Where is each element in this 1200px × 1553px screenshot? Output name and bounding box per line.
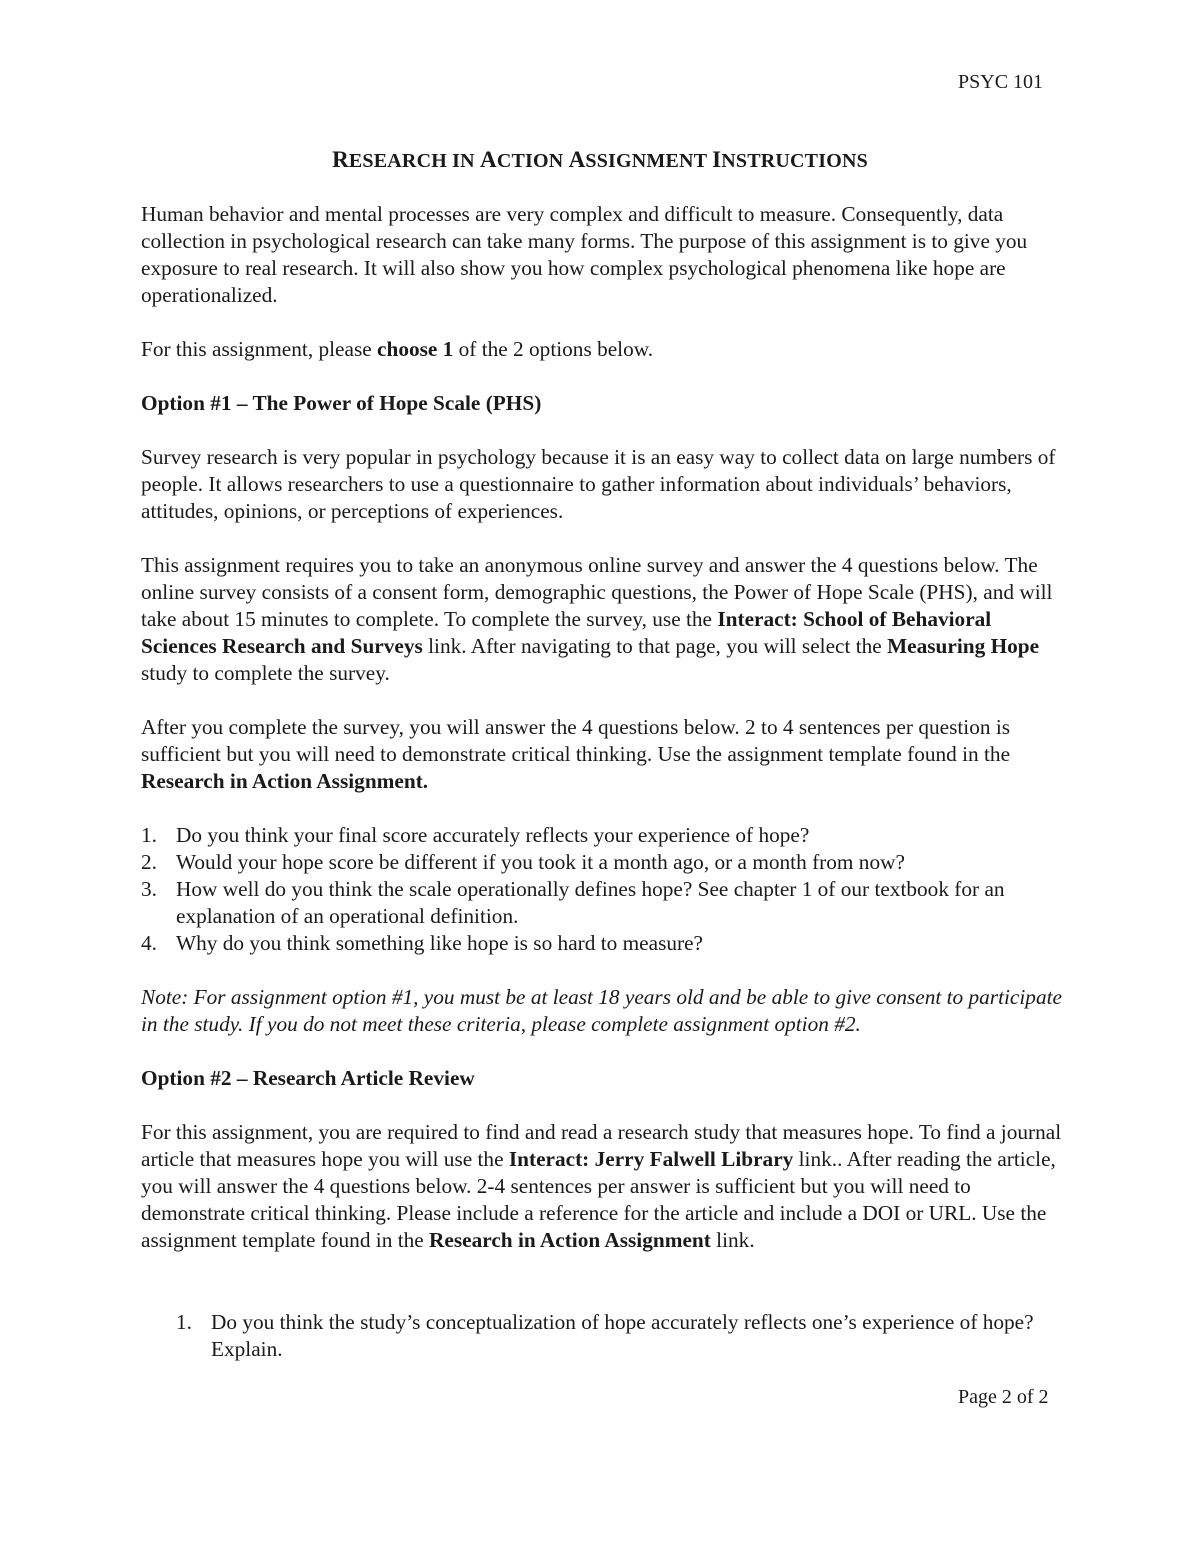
question-text: How well do you think the scale operationally defines hope? See chapter 1 of our textbook for an explanation of an operational definition. — [176, 877, 1005, 928]
question-text: Do you think your final score accurately reflects your experience of hope? — [176, 823, 810, 847]
choose-pre: For this assignment, please — [141, 337, 378, 361]
title-cap-3: A — [568, 147, 586, 172]
list-item — [141, 930, 1071, 957]
choose-post: of the 2 options below. — [453, 337, 654, 361]
option2-p1-a: For this assignment, you are required to find and read a research study that measures hope. To find a journal article that measures hope you will use the — [141, 1120, 1062, 1171]
option1-heading: Option #1 – The Power of Hope Scale (PHS) — [141, 391, 542, 415]
option1-paragraph-1: Survey research is very popular in psychology because it is an easy way to collect data on large numbers of people. It allows researchers to use a questionnaire to gather information about individuals’ behaviors, attitudes, opinions, or perceptions of experiences. — [141, 445, 1056, 523]
list-item — [141, 876, 1071, 930]
option2-p1-c: link.. After reading the article, you will answer the 4 questions below. 2-4 sentences per answer is sufficient but you will need to demonstrate critical thinking. Please include a reference for the article and include a DOI or URL. Use the assignment template found in the — [141, 1147, 1056, 1252]
list-item — [141, 822, 1071, 849]
title-rest-2: CTION — [496, 150, 569, 172]
list-item — [141, 849, 1071, 876]
option1-question-list — [141, 822, 1071, 957]
research-in-action-text: Research in Action Assignment. — [141, 769, 429, 793]
list-number: 1. — [176, 1310, 192, 1334]
option1-paragraph-2 — [141, 552, 1071, 687]
title-rest-3: SSIGNMENT — [585, 150, 713, 172]
option2-paragraph — [141, 1119, 1071, 1254]
course-header: PSYC 101 — [958, 71, 1044, 93]
interact-surveys-link-text: Interact: School of Behavioral Sciences Research and Surveys — [141, 607, 992, 658]
question-text: Why do you think something like hope is so hard to measure? — [176, 931, 704, 955]
page-number: Page 2 of 2 — [958, 1386, 1049, 1408]
title-cap-1: R — [332, 147, 349, 172]
option2-p1-e: link. — [710, 1228, 755, 1252]
option1-note: Note: For assignment option #1, you must be at least 18 years old and be able to give consent to participate in the study. If you do not meet these criteria, please complete assignment option #2. — [141, 985, 1062, 1036]
measuring-hope-text: Measuring Hope — [887, 634, 1040, 658]
list-number: 2. — [141, 850, 157, 874]
document-title — [0, 147, 1200, 173]
library-link-text: Interact: Jerry Falwell Library — [508, 1147, 794, 1171]
option1-p2-a: This assignment requires you to take an anonymous online survey and answer the 4 questions below. The online survey consists of a consent form, demographic questions, the Power of Hope Scale (PHS), and will take about 15 minutes to complete. To complete the survey, use the — [141, 553, 1053, 631]
list-number: 4. — [141, 931, 157, 955]
option1-p3-a: After you complete the survey, you will answer the 4 questions below. 2 to 4 sentences per question is sufficient but you will need to demonstrate critical thinking. Use the assignment template found in the — [141, 715, 1011, 766]
research-in-action-text-2: Research in Action Assignment — [429, 1228, 711, 1252]
question-text: Do you think the study’s conceptualization of hope accurately reflects one’s experience of hope? Explain. — [211, 1310, 1034, 1361]
list-number: 3. — [141, 877, 157, 901]
title-cap-4: I — [712, 147, 722, 172]
option1-p2-e: study to complete the survey. — [141, 661, 390, 685]
option2-heading: Option #2 – Research Article Review — [141, 1066, 475, 1090]
intro-paragraph: Human behavior and mental processes are very complex and difficult to measure. Consequently, data collection in psychological research can take many forms. The purpose of this assignment is to give you exposure to real research. It will also show you how complex psychological phenomena like hope are operationalized. — [141, 202, 1028, 307]
title-rest-4: NSTRUCTIONS — [721, 150, 868, 172]
title-rest-1: ESEARCH IN — [348, 150, 480, 172]
option1-p2-c: link. After navigating to that page, you will select the — [422, 634, 888, 658]
option1-paragraph-3 — [141, 714, 1071, 795]
choose-instruction — [141, 336, 1071, 363]
choose-bold: choose 1 — [377, 337, 454, 361]
list-number: 1. — [141, 823, 157, 847]
title-cap-2: A — [480, 147, 497, 172]
list-item — [176, 1309, 1071, 1363]
question-text: Would your hope score be different if you took it a month ago, or a month from now? — [176, 850, 905, 874]
option2-question-list — [176, 1309, 1071, 1363]
